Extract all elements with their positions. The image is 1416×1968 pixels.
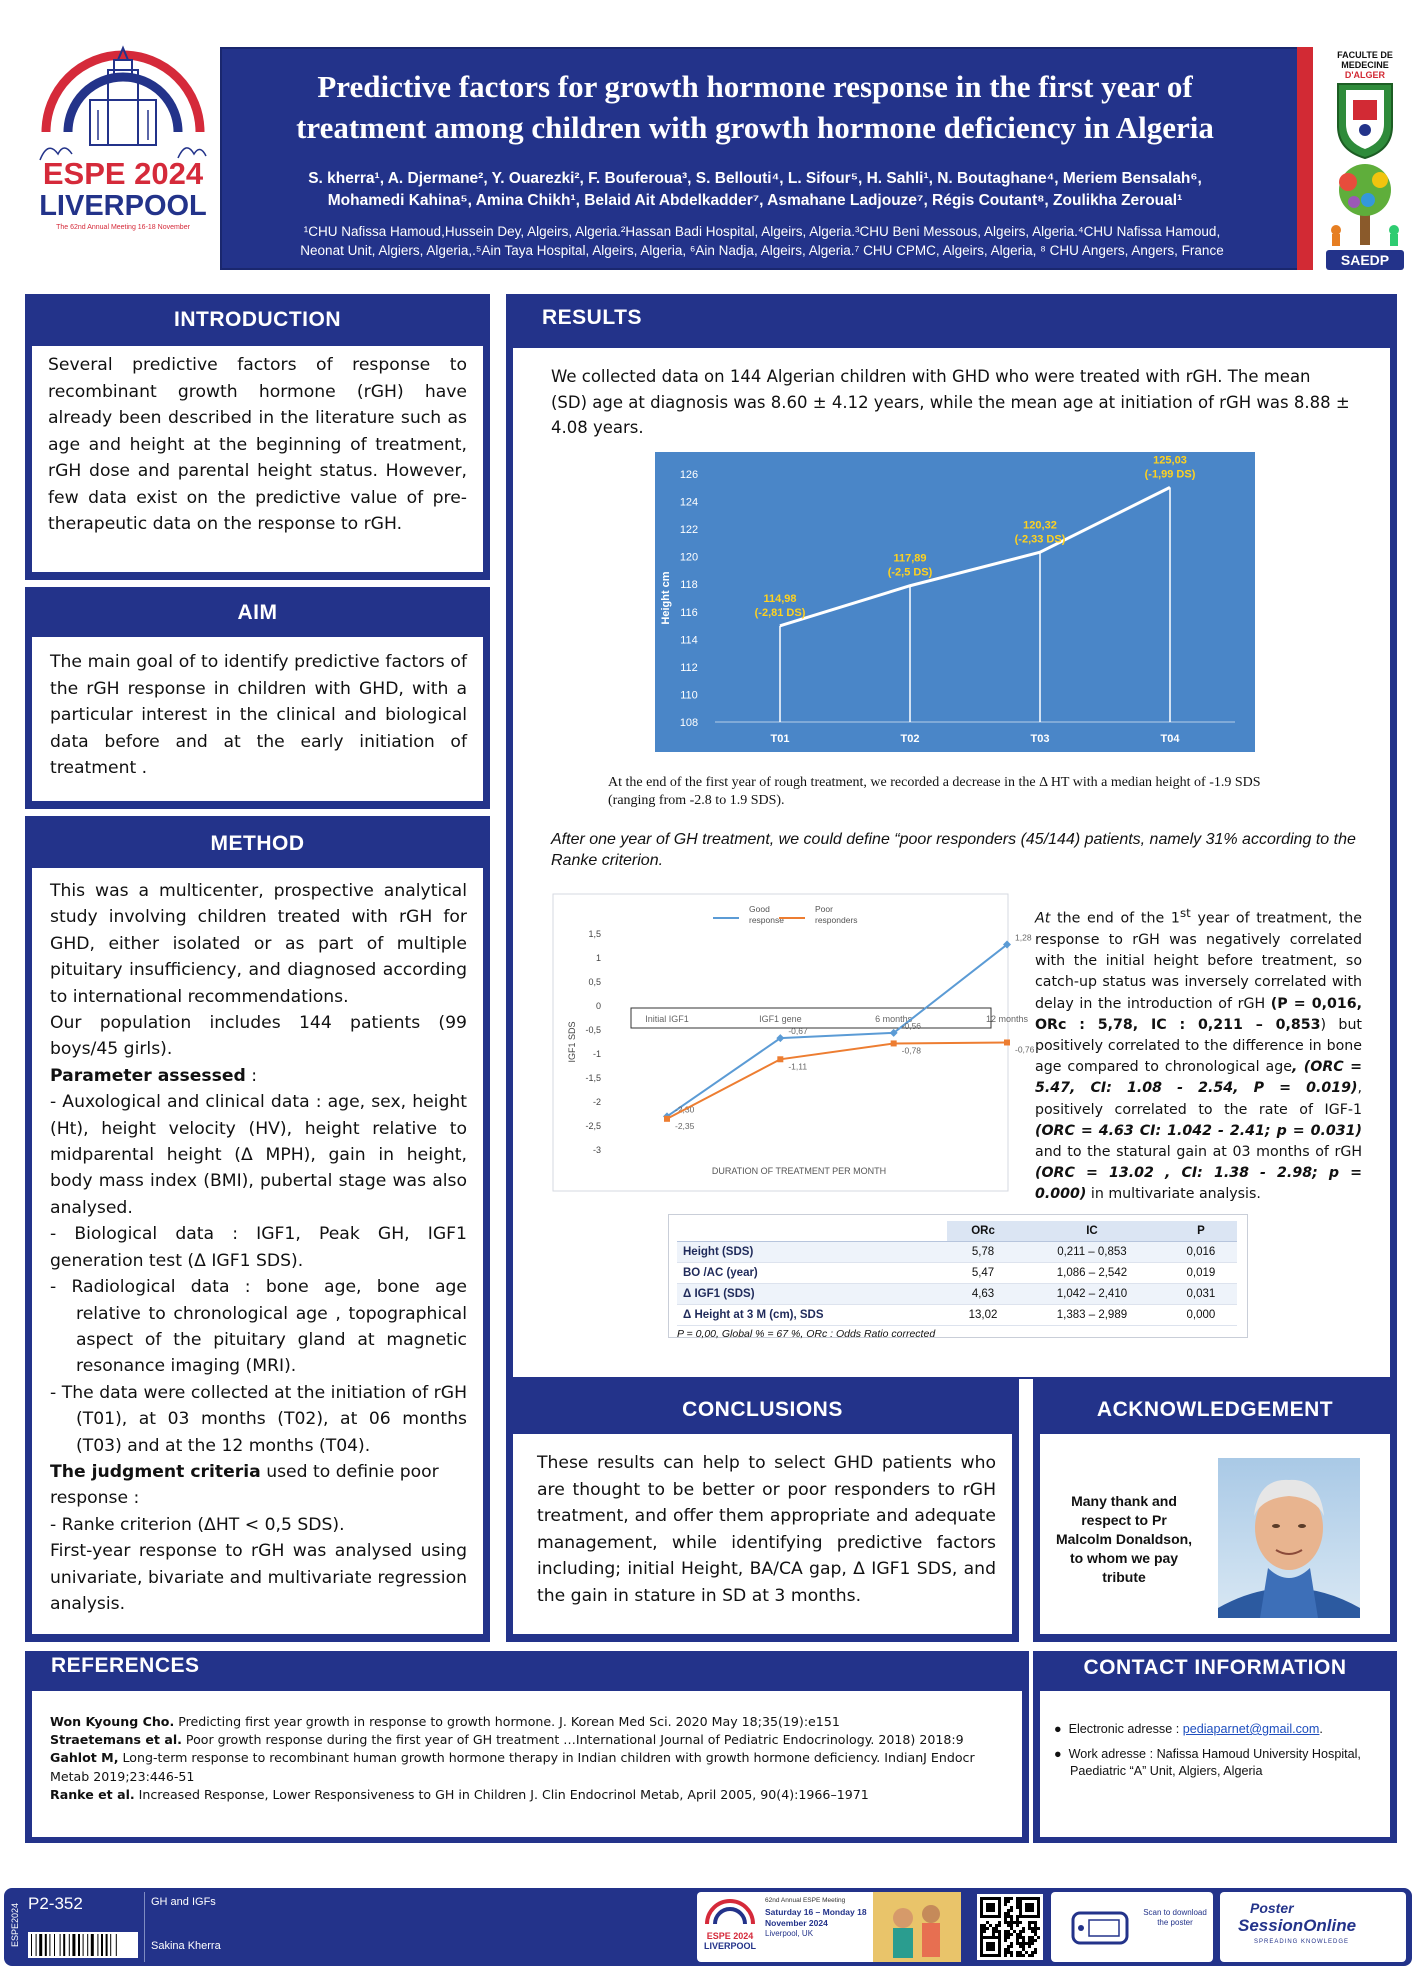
meeting-banner-photo [873, 1892, 961, 1962]
correlation-text-bold: (ORC = 13.02 , CI: 1.38 - 2.98; p = 0.000) [1035, 1165, 1362, 1203]
tree-icon [1318, 160, 1412, 250]
footer-author: Sakina Kherra [151, 1940, 221, 1952]
ranke-criterion: - Ranke criterion (ΔHT < 0,5 SDS). [50, 1514, 345, 1535]
table-cell: 13,02 [947, 1305, 1019, 1326]
title-line-1: Predictive factors for growth hormone response in the first year of [317, 69, 1193, 104]
reference-text: Long-term response to recombinant human growth hormone therapy in Indian children with growth hormone deficiency. IndianJ Endocr Metab 2019;23:446-51 [50, 1750, 975, 1784]
y-tick-label: 118 [680, 579, 698, 592]
odds-ratio-table [677, 1221, 1237, 1326]
y-tick-label: 114 [680, 634, 698, 647]
faculty-shield-icon [1318, 80, 1412, 160]
espe-logo-subtitle: The 62nd Annual Meeting 16-18 November [56, 224, 190, 231]
data-label: 120,32 [1023, 519, 1057, 532]
acknowledgement-body [1040, 1434, 1390, 1634]
acknowledgement-panel [1033, 1378, 1397, 1642]
meeting-banner [697, 1892, 961, 1962]
data-label: 114,98 [763, 592, 797, 605]
contact-email-line: ● Electronic adresse : pediaparnet@gmail.com. [1054, 1722, 1323, 1736]
poster-session-online-logo [1220, 1892, 1406, 1962]
correlation-text-part: in multivariate analysis. [1086, 1186, 1261, 1203]
affiliations-line-2: Neonat Unit, Algiers, Algeria,.⁵Ain Taya Hospital, Algeirs, Algeria, ⁶Ain Nadja, Algeirs, Algeria.⁷ CHU CPMC, Algeirs, Algeria, ⁸ CHU Angers, Angers, France [300, 243, 1224, 258]
malcolm-donaldson-photo [1218, 1458, 1360, 1618]
contact-work-line: ● Work adresse : Nafissa Hamoud University Hospital, Paediatric “A” Unit, Algiers, Algeria [1054, 1747, 1361, 1778]
conclusions-text: These results can help to select GHD patients who are thought to be better or poor responders to rGH treatment, and offer them appropriate and adequate management, while identifying predictive factors including; initial Height, BA/CA gap, Δ IGF1 SDS, and the gain in stature in SD at 3 months. [537, 1453, 996, 1606]
x-axis-title: DURATION OF TREATMENT PER MONTH [711, 1166, 887, 1176]
table-cell: 4,63 [947, 1284, 1019, 1305]
x-tick-label: IGF1 gene [759, 1014, 802, 1024]
contact-panel [1033, 1651, 1397, 1843]
correlation-text-bold: (ORC = 4.63 CI: 1.042 - 2.41; p = 0.031) [1035, 1122, 1362, 1139]
affiliations [226, 222, 1298, 260]
correlation-text-bold: (P = 0,016, ORc : 5,78, IC : 0,211 – 0,853 [1035, 995, 1362, 1033]
references-body [32, 1691, 1022, 1837]
introduction-panel [25, 294, 490, 580]
x-tick-label: T03 [1030, 733, 1050, 745]
data-point [1004, 1039, 1010, 1045]
judgment-criteria-text: used to definie poor response : [50, 1461, 439, 1509]
y-tick-label: 0 [595, 1001, 601, 1011]
parameter-assessed-heading: Parameter assessed [50, 1065, 246, 1086]
header-accent-strip [1297, 47, 1313, 270]
data-point [891, 1040, 897, 1046]
references-list [32, 1691, 1022, 1804]
footer-bar [4, 1888, 1412, 1966]
acknowledgement-heading: ACKNOWLEDGEMENT [1096, 1398, 1334, 1421]
conclusions-body [513, 1434, 1012, 1634]
judgment-criteria-line [50, 1459, 467, 1512]
correlation-text-part: and to the statural gain at 03 months of rGH [1035, 1143, 1362, 1160]
footer-side-label: ESPE2024 [10, 1902, 20, 1948]
brand-tagline: SPREADING KNOWLEDGE [1254, 1939, 1350, 1945]
data-label: -2,35 [675, 1120, 695, 1131]
data-label: -0,78 [901, 1045, 922, 1056]
meeting-month: November 2024 [765, 1918, 828, 1928]
method-analysis-text: First-year response to rGH was analysed using univariate, bivariate and multivariate regression analysis. [50, 1541, 467, 1614]
table-row [677, 1242, 1237, 1263]
table-cell: 0,019 [1165, 1263, 1237, 1284]
title-line-2: treatment among children with growth hormone deficiency in Algeria [296, 110, 1214, 145]
parameter-item: - The data were collected at the initiation of rGH (T01), at 03 months (T02), at 06 months (T03) and at the 12 months (T04). [50, 1382, 467, 1456]
meeting-annual-label: 62nd Annual ESPE Meeting [765, 1897, 846, 1904]
aim-body [32, 637, 483, 801]
y-tick-label: 1 [595, 953, 601, 963]
phone-icon [1059, 1907, 1139, 1947]
y-tick-label: 1,5 [588, 929, 601, 939]
meeting-banner-city: LIVERPOOL [703, 1941, 756, 1951]
faculty-logo-subtext: D'ALGER [1344, 70, 1386, 80]
table-row [677, 1284, 1237, 1305]
y-tick-label: 126 [679, 469, 699, 481]
parameter-item: - Auxological and clinical data : age, sex, height (Ht), height velocity (HV), height relative to midparental height (Δ MPH), gain in height, body mass index (BMI), pubertal stage was also analysed. [50, 1092, 467, 1218]
faculty-medecine-logo [1318, 47, 1412, 157]
poster-title [240, 66, 1270, 148]
authors-line-2: Mohamedi Kahina⁵, Amina Chikh¹, Belaid Ait Abdelkadder⁷, Asmahane Ladjouze⁷, Régis Coutant⁸, Zoulikha Zeroual¹ [327, 192, 1183, 209]
reference-author: Straetemans et al. [50, 1732, 182, 1748]
y-tick-label: -2 [592, 1097, 601, 1107]
reference-item [50, 1731, 1008, 1749]
correlation-text-part: year of treatment, the response to rGH was negatively correlated with the initial height before treatment, so catch-up status was inversely correlated with delay in the introduction of rGH [1035, 910, 1362, 1012]
sds-label: (-2,81 DS) [754, 606, 806, 619]
y-tick-label: 116 [680, 606, 698, 619]
y-tick-label: -1,5 [585, 1073, 601, 1083]
parameter-assessed-line [50, 1063, 467, 1089]
data-label: 117,89 [893, 552, 927, 565]
table-cell: 0,211 – 0,853 [1019, 1242, 1165, 1263]
scan-download-box[interactable] [1051, 1892, 1213, 1962]
results-body [513, 348, 1390, 1377]
correlation-text-part: the end of the 1 [1050, 910, 1180, 927]
odds-ratio-table-box [668, 1214, 1248, 1338]
method-paragraph-2: Our population includes 144 patients (99 boys/45 girls). [50, 1013, 467, 1060]
table-header-row [677, 1221, 1237, 1242]
table-cell: 0,031 [1165, 1284, 1237, 1305]
table-cell: 1,042 – 2,410 [1019, 1284, 1165, 1305]
y-axis-title: IGF1 SDS [567, 1021, 577, 1063]
y-tick-label: -2,5 [585, 1121, 601, 1131]
table-header: ORc [947, 1221, 1019, 1242]
table-header: IC [1019, 1221, 1165, 1242]
table-cell: 1,086 – 2,542 [1019, 1263, 1165, 1284]
reference-text: Poor growth response during the first year of GH treatment …International Journal of Pediatric Endocrinology. 2018) 2018:9 [181, 1732, 964, 1748]
table-cell: 1,383 – 2,989 [1019, 1305, 1165, 1326]
y-tick-label: 110 [680, 689, 698, 702]
table-header [677, 1221, 947, 1242]
authors [240, 168, 1270, 212]
y-tick-label: 124 [679, 496, 699, 509]
footer-topic: GH and IGFs [151, 1896, 216, 1908]
x-tick-label: T02 [900, 733, 920, 745]
reference-author: Gahlot M, [50, 1750, 119, 1766]
poster-id: P2-352 [28, 1894, 83, 1913]
table-header: P [1165, 1221, 1237, 1242]
method-paragraph-1: This was a multicenter, prospective analytical study involving children treated with rGH for GHD, either isolated or as part of multiple pituitary insufficiency, and diagnosed according to international recommendations. [50, 881, 467, 1007]
table-cell: 5,78 [947, 1242, 1019, 1263]
parameter-item: - Radiological data : bone age, bone age relative to chronological age , topographical aspect of the pituitary gland at magnetic resonance imaging (MRI). [50, 1277, 467, 1377]
y-tick-label: -1 [592, 1049, 601, 1059]
judgment-criteria-heading: The judgment criteria [50, 1461, 261, 1482]
correlation-text-sup: st [1179, 906, 1191, 920]
footer-side-label-box [8, 1894, 22, 1960]
data-label: -0,56 [901, 1020, 922, 1031]
poor-responders-statement: After one year of GH treatment, we could define “poor responders (45/144) patients, namely 31% according to the Ranke criterion. [551, 831, 1356, 869]
references-heading: REFERENCES [51, 1654, 200, 1677]
espe-2024-logo [28, 30, 218, 250]
meeting-location: Liverpool, UK [765, 1929, 814, 1938]
results-paragraph-1: We collected data on 144 Algerian children with GHD who were treated with rGH. The mean (SD) age at diagnosis was 8.60 ± 4.12 years, while the mean age at initiation of rGH was 8.88 ± 4.08 years. [551, 367, 1350, 437]
table-cell: 5,47 [947, 1263, 1019, 1284]
contact-work-address: Work adresse : Nafissa Hamoud University Hospital, Paediatric “A” Unit, Algiers, Algeria [1068, 1747, 1361, 1778]
sds-label: (-1,99 DS) [1144, 468, 1196, 481]
contact-email-end: . [1319, 1722, 1323, 1736]
method-panel [25, 816, 490, 1642]
qr-code-icon[interactable] [977, 1894, 1043, 1960]
introduction-text: Several predictive factors of response to recombinant growth hormone (rGH) have already been described in the literature such as age and height at the beginning of treatment, rGH dose and parental height status. However, few data exist on the predictive value of pre-therapeutic data on the response to rGH. [48, 355, 467, 534]
brand-poster: Poster [1250, 1900, 1294, 1916]
contact-email-label: Electronic adresse : [1068, 1722, 1183, 1736]
faculty-logo-text: FACULTE DE MEDECINE [1337, 50, 1393, 70]
meeting-banner-logo [701, 1896, 759, 1958]
parameter-item: - Biological data : IGF1, Peak GH, IGF1 generation test (Δ IGF1 SDS). [50, 1224, 467, 1271]
meeting-banner-espe: ESPE 2024 [706, 1931, 754, 1941]
saedp-logo-text: SAEDP [1326, 250, 1404, 270]
espe-logo-city: LIVERPOOL [39, 190, 207, 222]
reference-author: Won Kyoung Cho. [50, 1714, 175, 1729]
aim-panel [25, 587, 490, 809]
legend-label: Poor [815, 904, 833, 914]
reference-item [50, 1786, 1008, 1804]
table-cell: 0,000 [1165, 1305, 1237, 1326]
sds-label: (-2,5 DS) [887, 566, 933, 579]
reference-item [50, 1749, 1008, 1785]
y-tick-label: 120 [679, 551, 699, 564]
table-row [677, 1305, 1237, 1326]
chart-background [655, 452, 1255, 752]
y-axis-title: Height cm [660, 571, 672, 625]
reference-text: Predicting first year growth in response to growth hormone. J. Korean Med Sci. 2020 May 18;35(19):e151 [174, 1714, 840, 1729]
y-tick-label: 122 [679, 524, 699, 537]
correlation-text-part: ) but positively correlated to the difference in bone age compared to chronological age [1035, 1016, 1362, 1076]
correlation-text-bold: , (ORC = 5.47, CI: 1.08 - 2.54, P = 0.019) [1035, 1059, 1362, 1097]
correlation-text-at: At [1035, 910, 1051, 927]
references-panel [25, 1651, 1029, 1843]
results-panel [506, 294, 1397, 1379]
introduction-body [32, 346, 483, 572]
reference-author: Ranke et al. [50, 1786, 135, 1802]
y-tick-label: 112 [680, 661, 698, 674]
y-tick-label: -3 [592, 1145, 601, 1155]
conclusions-panel [506, 1378, 1019, 1642]
conclusions-heading: CONCLUSIONS [682, 1398, 843, 1421]
y-tick-label: -0,5 [585, 1025, 601, 1035]
contact-heading: CONTACT INFORMATION [1083, 1656, 1347, 1679]
espe-arch-icon [701, 1896, 759, 1926]
data-label: -0,67 [788, 1026, 808, 1037]
method-body [32, 868, 483, 1634]
acknowledgement-text: Many thank and respect to Pr Malcolm Donaldson, to whom we pay tribute [1055, 1493, 1193, 1585]
contact-email-link[interactable]: pediaparnet@gmail.com [1182, 1722, 1320, 1736]
height-line-chart [655, 452, 1255, 752]
reference-text: Increased Response, Lower Responsiveness to GH in Children J. Clin Endocrinol Metab, April 2005, 90(4):1966–1971 [134, 1786, 869, 1802]
y-tick-label: 108 [679, 717, 699, 729]
table-row [677, 1263, 1237, 1284]
igf1-line-chart [553, 894, 1035, 1191]
data-label: -2,30 [675, 1104, 695, 1115]
authors-line-1: S. kherra¹, A. Djermane², Y. Ouarezki², F. Bouferoua³, S. Bellouti⁴, L. Sifour⁵, H. Sahli¹, N. Boutaghane⁴, Meriem Bensalah⁶, [308, 170, 1202, 187]
contact-body [1040, 1691, 1390, 1837]
table-cell: Δ IGF1 (SDS) [677, 1284, 947, 1305]
x-tick-label: T04 [1160, 733, 1180, 745]
footer-divider [144, 1892, 145, 1962]
reference-item [50, 1713, 1008, 1731]
sds-label: (-2,33 DS) [1014, 533, 1066, 546]
legend-label: responders [815, 915, 858, 925]
affiliations-line-1: ¹CHU Nafissa Hamoud,Hussein Dey, Algeirs, Algeria.²Hassan Badi Hospital, Algeirs, Algeria.³CHU Beni Messous, Algeirs, Algeria.⁴CHU Nafissa Hamoud, [303, 224, 1221, 239]
meeting-dates: Saturday 16 – Monday 18 [765, 1907, 867, 1917]
x-tick-label: Initial IGF1 [645, 1014, 689, 1024]
legend-label: Good [749, 904, 770, 914]
saedp-logo [1318, 160, 1412, 272]
data-point [777, 1056, 783, 1062]
espe-logo-text: ESPE 2024 [42, 156, 204, 191]
introduction-heading: INTRODUCTION [174, 308, 341, 331]
table-cell: 0,016 [1165, 1242, 1237, 1263]
x-tick-label: 6 months [875, 1014, 913, 1024]
barcode-icon [28, 1932, 138, 1958]
parameter-assessed-colon: : [245, 1065, 258, 1086]
aim-text: The main goal of to identify predictive factors of the rGH response in children with GHD, with a particular interest in the clinical and biological data before and at the early initiation of treatment . [50, 652, 467, 778]
correlation-text [1035, 903, 1362, 1206]
correlation-text-part: , positively correlated to the rate of IGF-1 [1035, 1080, 1362, 1118]
x-tick-label: 12 months [985, 1014, 1029, 1024]
table-cell: BO /AC (year) [677, 1263, 947, 1284]
results-heading: RESULTS [542, 306, 642, 329]
contact-list [1040, 1691, 1390, 1780]
legend-label: response [749, 915, 784, 925]
data-label: 1,28 [1015, 932, 1032, 943]
table-footnote: P = 0,00, Global % = 67 %, ORc : Odds Ratio corrected [677, 1328, 936, 1340]
data-point [664, 1116, 670, 1122]
aim-heading: AIM [237, 601, 278, 624]
table-cell: Height (SDS) [677, 1242, 947, 1263]
brand-session-online: SessionOnline [1238, 1916, 1357, 1935]
scan-download-text: Scan to download the poster [1143, 1908, 1207, 1927]
data-label: 125,03 [1153, 454, 1187, 467]
data-label: -1,11 [788, 1061, 808, 1072]
chart-caption: At the end of the first year of rough treatment, we recorded a decrease in the Δ HT with a median height of -1.9 SDS (ranging from -2.8 to 1.9 SDS). [608, 775, 1261, 808]
method-heading: METHOD [210, 832, 305, 855]
y-tick-label: 0,5 [588, 977, 601, 987]
x-tick-label: T01 [770, 733, 790, 745]
data-label: -0,76 [1015, 1044, 1035, 1055]
table-cell: Δ Height at 3 M (cm), SDS [677, 1305, 947, 1326]
parameter-list [50, 1089, 467, 1459]
